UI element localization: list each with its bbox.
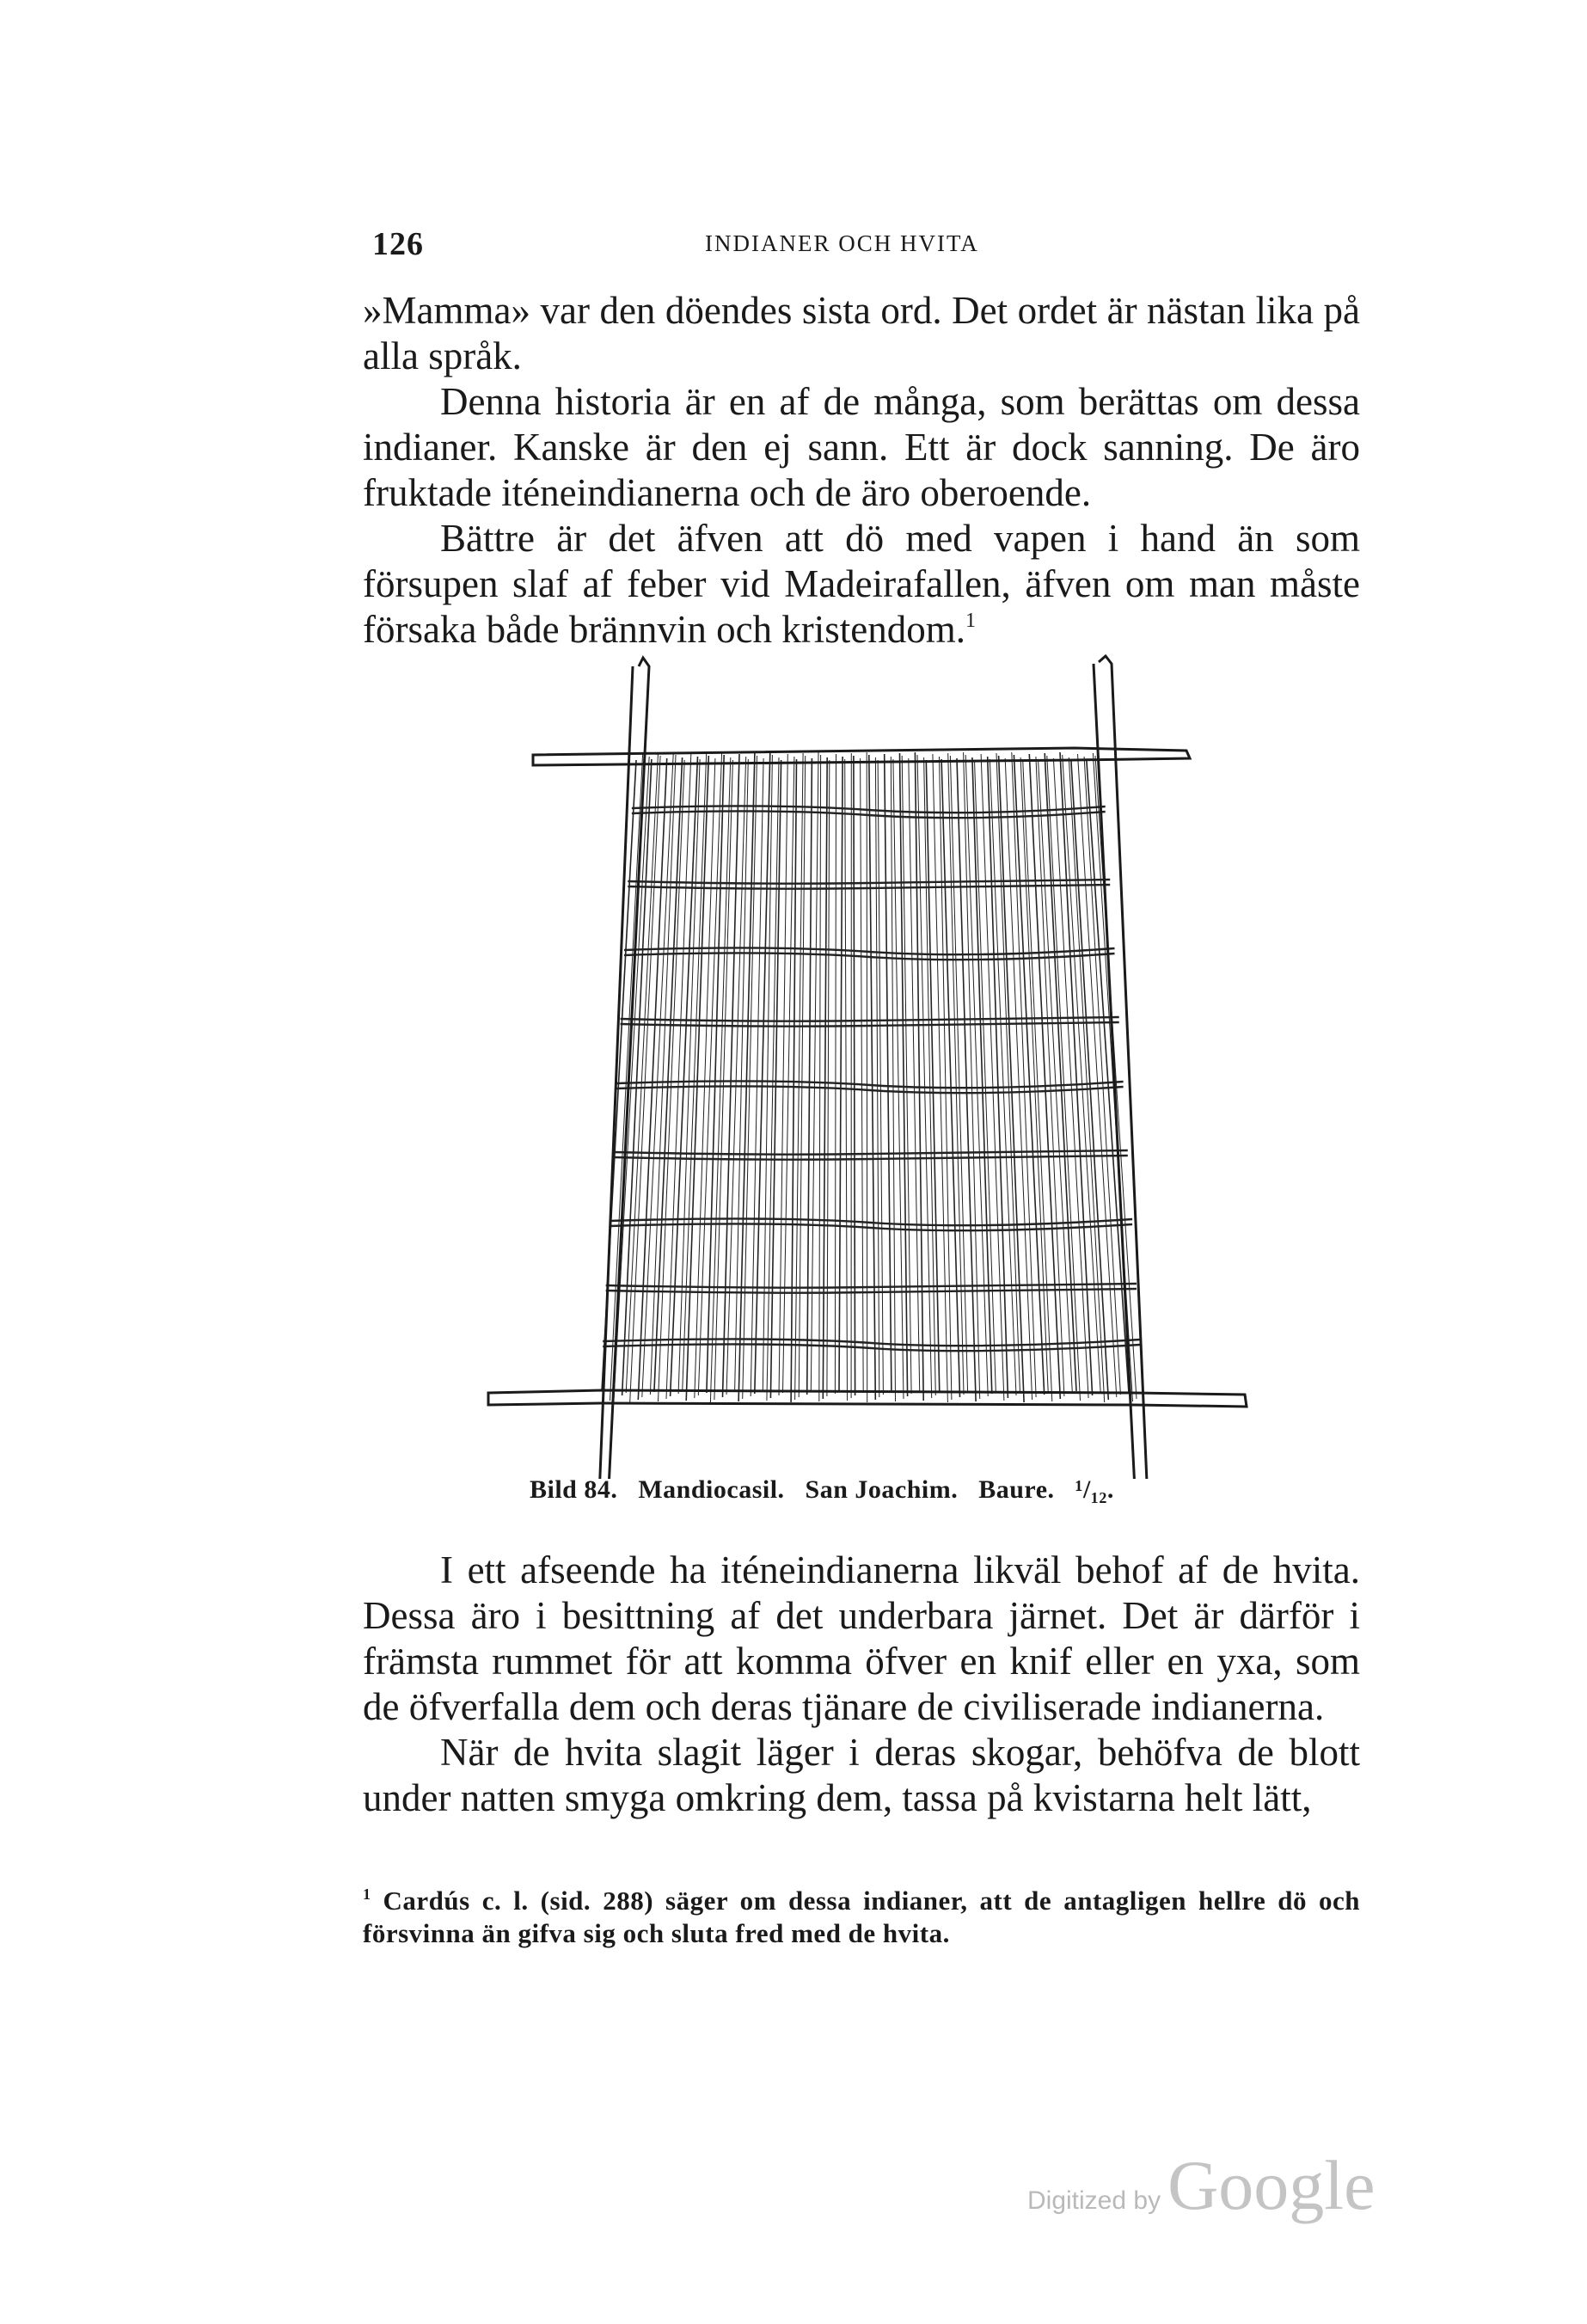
reed-line: [630, 756, 660, 1402]
reed-line: [714, 760, 733, 1400]
reed-line: [770, 760, 781, 1398]
reed-line: [845, 759, 848, 1401]
reed-line: [885, 754, 892, 1392]
binding-cord: [613, 1156, 1128, 1160]
paragraph-text: Bättre är det äfven att dö med vapen i hand än som försupen slaf af feber vid Madeirafallen, äfven om man måste försaka både brännvin och kristendom.: [363, 517, 1360, 651]
page-number: 126: [372, 226, 424, 262]
reed-line: [671, 757, 698, 1396]
binding-cord: [606, 1289, 1137, 1293]
reed-line: [710, 757, 730, 1402]
reed-line: [1012, 752, 1036, 1397]
binding-cord: [617, 1086, 1124, 1093]
reed-line: [926, 760, 940, 1393]
reed-line: [999, 756, 1025, 1402]
footnote-reference[interactable]: 1: [965, 610, 977, 632]
reed-line: [854, 756, 855, 1395]
text-block-top: [363, 288, 1360, 653]
reed-line: [835, 754, 836, 1394]
binding-cord: [632, 811, 1106, 818]
footnote: [363, 1885, 1360, 1950]
binding-cord: [628, 880, 1110, 884]
paragraph: »Mamma» var den döendes sista ord. Det ordet är nästan lika på alla språk.: [363, 289, 1360, 377]
binding-cord: [621, 1017, 1119, 1021]
reed-line: [1087, 759, 1129, 1392]
reed-line: [988, 757, 1008, 1398]
watermark-prefix: Digitized by: [1027, 2186, 1161, 2215]
footnote-marker: 1: [363, 1886, 371, 1903]
binding-cord: [610, 1223, 1132, 1230]
reed-line: [1047, 756, 1081, 1401]
google-logo: Google: [1167, 2146, 1376, 2224]
reed-line: [1063, 755, 1101, 1393]
reed-line: [698, 752, 721, 1395]
binding-cord: [628, 885, 1110, 889]
binding-cord: [603, 1344, 1140, 1351]
reed-line: [807, 758, 812, 1395]
binding-cord: [613, 1150, 1128, 1155]
paragraph: [363, 516, 1360, 653]
reed-line: [1053, 758, 1088, 1398]
running-head: INDIANER OCH HVITA: [705, 230, 979, 256]
reed-line: [827, 760, 830, 1396]
figure-caption: Bild 84. Mandiocasil. San Joachim. Baure. ¹/₁₂.: [530, 1475, 1114, 1504]
reed-line: [861, 758, 864, 1393]
digitized-watermark: [1027, 2145, 1375, 2226]
reed-line: [1023, 760, 1052, 1401]
paragraph: När de hvita slagit läger i deras skogar, behöfva de blott under natten smyga omkring dem, tassa på kvistarna helt lätt,: [363, 1731, 1360, 1819]
reed-line: [707, 755, 724, 1393]
reed-line: [823, 757, 827, 1399]
reed-line: [839, 757, 843, 1391]
reed-line: [819, 755, 821, 1401]
binding-cord: [621, 1022, 1119, 1027]
footnote-text: Cardús c. l. (sid. 288) säger om dessa indianer, att de antagligen hellre dö och försvinna än gifva sig och sluta fred med de hvita.: [363, 1886, 1360, 1948]
reed-line: [972, 757, 992, 1394]
text-block-bottom: [363, 1548, 1360, 1821]
binding-cord: [606, 1284, 1137, 1288]
sieve-illustration: [481, 653, 1255, 1479]
binding-cord: [624, 953, 1115, 960]
reed-line: [811, 752, 818, 1392]
paragraph: I ett afseende ha iténeindianerna likväl behof af de hvita. Dessa äro i besittning af det underbara järnet. Det är därför i främsta rummet för att komma öfver en knif eller en yxa, som de öfverfalla dem och deras tjänare de civiliserade indianerna.: [363, 1548, 1360, 1728]
reed-line: [743, 756, 757, 1399]
reed-line: [869, 755, 876, 1400]
paragraph: Denna historia är en af de många, som berättas om dessa indianer. Kanske är den ej sann. Ett är dock sanning. De äro fruktade iténeindianerna och de äro oberoende.: [363, 380, 1360, 514]
